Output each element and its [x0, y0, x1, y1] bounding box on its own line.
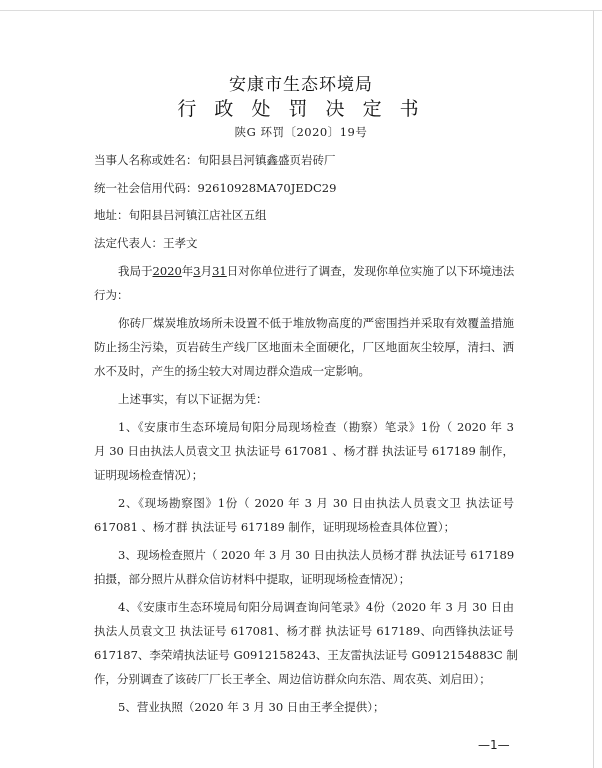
evidence-line: 617187、李荣靖执法证号 G0912158243、王友雷执法证号 G0912154883C 制 — [94, 648, 518, 662]
evidence-line: 月 30 日由执法人员袁文卫 执法证号 617081 、杨才群 执法证号 617189 制作， — [94, 444, 514, 458]
intro-line-2: 行为： — [94, 288, 129, 302]
evidence-line: 1、《安康市生态环境局旬阳分局现场检查（勘察）笔录》1份（ 2020 年 3 — [118, 420, 514, 434]
investigation-day: 31 — [212, 264, 227, 278]
investigation-year: 2020 — [152, 264, 182, 278]
evidence-line: 5、营业执照（2020 年 3 月 30 日由王孝全提供）； — [118, 700, 385, 714]
document-type-title: 行 政 处 罚 决 定 书 — [177, 98, 425, 120]
evidence-line: 执法人员袁文卫 执法证号 617081、杨才群 执法证号 617189、向西锋执法证号 — [94, 624, 514, 638]
evidence-line: 作，分别调查了该砖厂厂长王孝全、周边信访群众向东浩、周农英、刘启田）； — [94, 672, 491, 686]
intro-line-1: 我局于2020年3月31日对你单位进行了调查，发现你单位实施了以下环境违法 — [118, 264, 515, 278]
evidence-line: 617081 、杨才群 执法证号 617189 制作，证明现场检查具体位置）； — [94, 520, 456, 534]
credit-code: 统一社会信用代码：92610928MA70JEDC29 — [94, 181, 337, 195]
evidence-intro: 上述事实，有以下证据为凭： — [118, 392, 268, 406]
issuing-organization: 安康市生态环境局 — [229, 75, 373, 95]
evidence-line: 3、现场检查照片（ 2020 年 3 月 30 日由执法人员杨才群 执法证号 617189 — [118, 548, 515, 562]
evidence-line: 证明现场检查情况）； — [94, 468, 204, 482]
evidence-line: 拍摄，部分照片从群众信访材料中提取，证明现场检查情况）； — [94, 572, 411, 586]
top-border-line — [0, 10, 602, 11]
evidence-line: 4、《安康市生态环境局旬阳分局调查询问笔录》4份（2020 年 3 月 30 日由 — [118, 600, 514, 614]
violation-line: 你砖厂煤炭堆放场所未设置不低于堆放物高度的严密围挡并采取有效覆盖措施 — [118, 316, 514, 330]
party-address: 地址：旬阳县吕河镇江店社区五组 — [94, 208, 267, 222]
investigation-month: 3 — [193, 264, 201, 278]
party-name: 当事人名称或姓名：旬阳县吕河镇鑫盛页岩砖厂 — [94, 153, 336, 167]
legal-representative: 法定代表人：王孝文 — [94, 236, 198, 250]
page-number: —1— — [478, 738, 510, 752]
document-number: 陕G 环罚〔2020〕19号 — [234, 125, 368, 139]
violation-line: 水不及时，产生的扬尘较大对周边群众造成一定影响。 — [94, 364, 370, 378]
evidence-line: 2、《现场勘察图》1份（ 2020 年 3 月 30 日由执法人员袁文卫 执法证号 — [118, 496, 514, 510]
violation-line: 防止扬尘污染，页岩砖生产线厂区地面未全面硬化，厂区地面灰尘较厚，清扫、洒 — [94, 340, 514, 354]
